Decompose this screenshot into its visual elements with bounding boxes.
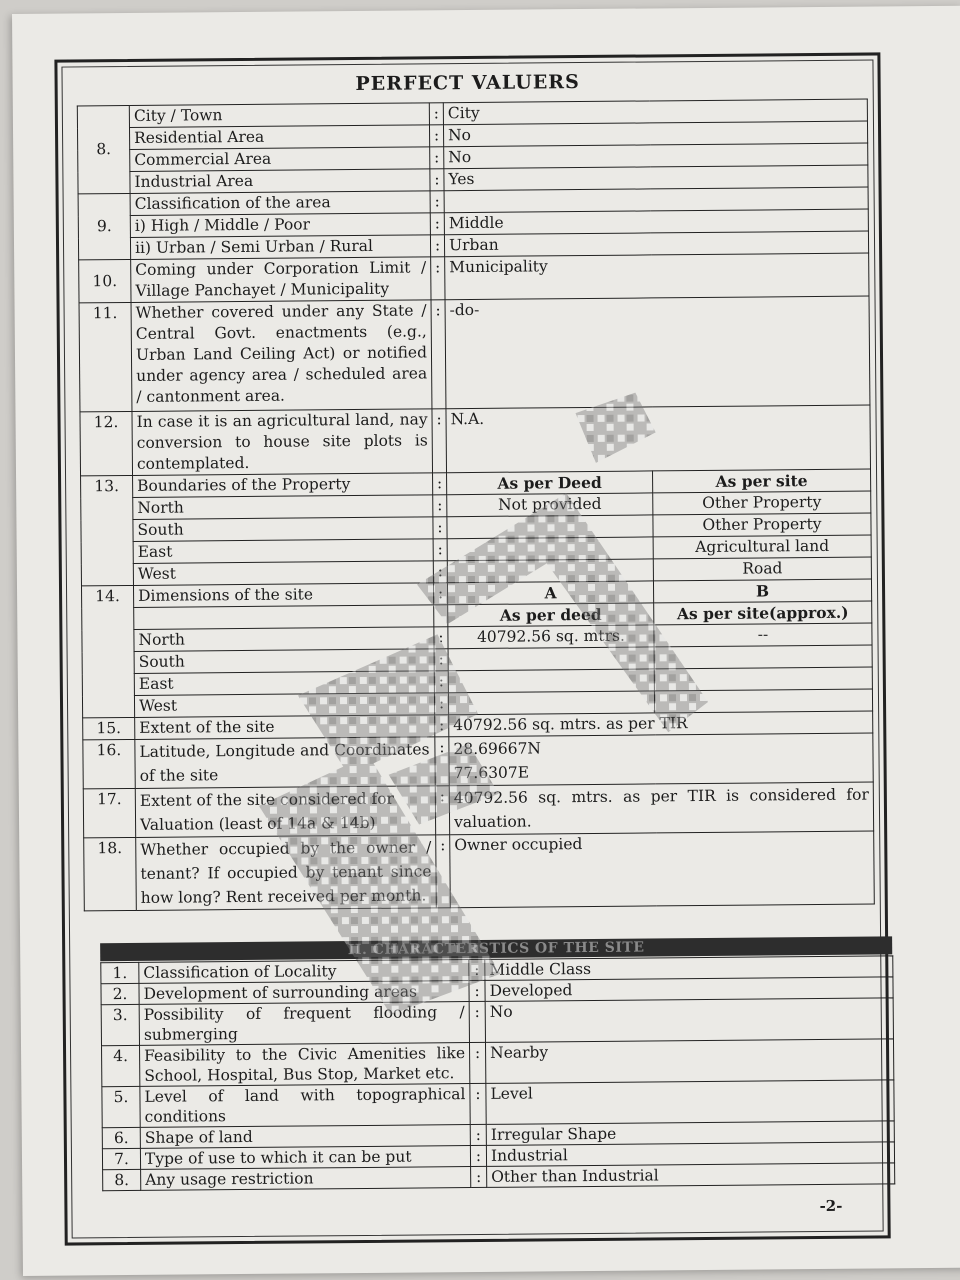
table-row: 2. Development of surrounding areas : Developed — [101, 977, 893, 1005]
field-label: Dimensions of the site — [133, 583, 433, 608]
field-label: Extent of the site — [135, 715, 435, 740]
field-label: i) High / Middle / Poor — [130, 213, 430, 238]
item-number: 8. — [103, 1169, 141, 1190]
field-label: North — [133, 495, 433, 520]
field-label: Whether covered under any State / Central Govt. enactments (e.g., Urban Land Ceiling Act) or notified under agency area / scheduled area / cantonment area. — [131, 300, 432, 412]
field-value: 40792.56 sq. mtrs. — [448, 625, 654, 649]
field-value: 40792.56 sq. mtrs. as per TIR is considered for valuation. — [449, 782, 873, 835]
item-number: 16. — [83, 739, 135, 788]
item-number: 4. — [102, 1045, 140, 1086]
column-header-deed: As per Deed — [447, 471, 653, 495]
table-row: i) High / Middle / Poor : Middle — [78, 209, 868, 238]
item-number: 1. — [101, 962, 139, 983]
table-row: 15. Extent of the site : 40792.56 sq. mtrs. as per TIR — [83, 711, 873, 740]
page-number: -2- — [819, 1196, 843, 1215]
field-value: Urban — [444, 231, 868, 257]
field-value: Irregular Shape — [486, 1121, 894, 1146]
item-number: 15. — [83, 717, 135, 739]
field-value: Industrial — [486, 1142, 894, 1167]
field-value: Developed — [485, 977, 893, 1002]
field-label: East — [133, 539, 433, 564]
item-number: 3. — [101, 1004, 139, 1045]
field-value — [654, 689, 872, 713]
table-row: 8. Any usage restriction : Other than Industrial — [103, 1163, 895, 1191]
latitude-value: 28.69667N — [453, 739, 542, 759]
field-value: Other Property — [653, 491, 871, 515]
field-label: Classification of the area — [130, 191, 430, 216]
field-value: Yes — [444, 165, 868, 191]
page-border — [54, 52, 890, 1245]
field-value: Other Property — [653, 513, 871, 537]
field-value: No — [444, 143, 868, 169]
page-title: PERFECT VALUERS — [355, 71, 580, 96]
table-row: South : — [82, 645, 872, 674]
item-number: 11. — [79, 302, 132, 411]
item-number: 8. — [77, 105, 130, 193]
field-value: No — [485, 998, 893, 1043]
field-label: Commercial Area — [130, 147, 430, 172]
item-number: 9. — [78, 193, 131, 259]
field-value — [447, 537, 653, 561]
table-row: West : — [82, 689, 872, 718]
field-label: South — [133, 517, 433, 542]
field-label: Feasibility to the Civic Amenities like School, Hospital, Bus Stop, Market etc. — [140, 1043, 470, 1087]
field-label: City / Town — [129, 103, 429, 128]
table-row: 12. In case it is an agricultural land, nay conversion to house site plots is contemplated. : N.A. — [80, 405, 871, 476]
item-number: 5. — [102, 1086, 140, 1127]
table-row: 9. Classification of the area : — [78, 187, 868, 216]
table-row: Industrial Area : Yes — [78, 165, 868, 194]
field-value — [448, 669, 654, 693]
table-row: 17. Extent of the site considered for Valuation (least of 14a & 14b) : 40792.56 sq. mtrs. as per TIR is considered for valuation. — [83, 782, 873, 838]
field-label: Level of land with topographical conditions — [140, 1084, 470, 1128]
column-header-b: B — [653, 579, 871, 603]
item-number: 10. — [79, 259, 131, 302]
field-label: South — [134, 649, 434, 674]
item-number: 6. — [102, 1127, 140, 1148]
field-value — [447, 559, 653, 583]
field-value: Level — [486, 1080, 894, 1125]
table-row: 6. Shape of land : Irregular Shape — [102, 1121, 894, 1149]
field-label: Type of use to which it can be put — [140, 1146, 470, 1170]
field-label: Industrial Area — [130, 169, 430, 194]
field-value: Municipality — [445, 253, 869, 300]
field-label: Development of surrounding areas — [139, 981, 469, 1005]
field-value: Other than Industrial — [487, 1163, 895, 1188]
table-row: South : Other Property — [81, 513, 871, 542]
field-label: Extent of the site considered for Valuation (least of 14a & 14b) — [135, 786, 435, 838]
item-number: 17. — [83, 788, 135, 837]
field-label: Classification of Locality — [139, 960, 469, 984]
field-value — [448, 691, 654, 715]
table-row: 18. Whether occupied by the owner / tenant? If occupied by tenant since how long? Rent received per month. : Owner occupied — [84, 831, 875, 911]
field-label: ii) Urban / Semi Urban / Rural — [130, 235, 430, 260]
field-label: Latitude, Longitude and Coordinates of the site — [135, 737, 435, 789]
column-header-a: A — [447, 581, 653, 605]
field-label: Any usage restriction — [141, 1167, 471, 1191]
table-row: 10. Coming under Corporation Limit / Village Panchayet / Municipality : Municipality — [79, 253, 869, 303]
field-label: Possibility of frequent flooding / submerging — [139, 1002, 469, 1046]
field-value — [654, 645, 872, 669]
table-row: North : Not provided Other Property — [81, 491, 871, 520]
characteristics-table — [100, 955, 895, 1191]
item-number: 12. — [80, 411, 133, 475]
field-label: Whether occupied by the owner / tenant? If occupied by tenant since how long? Rent received per month. — [136, 835, 437, 911]
field-label: Coming under Corporation Limit / Village Panchayet / Municipality — [131, 257, 431, 303]
field-label: West — [134, 693, 434, 718]
table-row: Residential Area : No — [77, 121, 867, 150]
field-value: No — [443, 121, 867, 147]
column-subheader-b: As per site(approx.) — [654, 601, 872, 625]
field-value: N.A. — [446, 405, 871, 473]
field-value: -do- — [445, 296, 870, 409]
item-number: 13. — [81, 475, 134, 585]
longitude-value: 77.6307E — [453, 763, 530, 783]
field-label: North — [134, 627, 434, 652]
column-subheader-a: As per deed — [448, 603, 654, 627]
item-number: 14. — [81, 585, 134, 717]
details-table — [77, 99, 875, 912]
field-value — [447, 515, 653, 539]
table-row: 8. City / Town : City — [77, 99, 867, 128]
field-value: -- — [654, 623, 872, 647]
field-label: East — [134, 671, 434, 696]
field-value — [448, 647, 654, 671]
table-row: East : — [82, 667, 872, 696]
field-label: Boundaries of the Property — [133, 473, 433, 498]
table-row: North : 40792.56 sq. mtrs. -- — [82, 623, 872, 652]
table-row: Commercial Area : No — [78, 143, 868, 172]
table-row: 13. Boundaries of the Property : As per Deed As per site — [81, 469, 871, 498]
section-heading: II. CHARACTERSTICS OF THE SITE — [100, 936, 892, 961]
field-value: Owner occupied — [450, 831, 875, 908]
column-header-site: As per site — [653, 469, 871, 493]
table-row: 7. Type of use to which it can be put : Industrial — [102, 1142, 894, 1170]
table-row: East : Agricultural land — [81, 535, 871, 564]
field-value: Middle — [444, 209, 868, 235]
field-value: Road — [653, 557, 871, 581]
table-row: 4. Feasibility to the Civic Amenities like School, Hospital, Bus Stop, Market etc. : Nearby — [102, 1039, 894, 1087]
table-row: ii) Urban / Semi Urban / Rural : Urban — [78, 231, 868, 260]
item-number: 7. — [102, 1148, 140, 1169]
field-label: West — [133, 561, 433, 586]
field-value: Agricultural land — [653, 535, 871, 559]
field-label: In case it is an agricultural land, nay conversion to house site plots is contemplated. — [132, 409, 433, 476]
field-value: Not provided — [447, 493, 653, 517]
field-value: City — [443, 99, 867, 125]
field-value: 40792.56 sq. mtrs. as per TIR — [449, 711, 873, 737]
table-row: 16. Latitude, Longitude and Coordinates of the site : 28.69667N 77.6307E — [83, 733, 873, 789]
field-value — [654, 667, 872, 691]
field-label: Residential Area — [129, 125, 429, 150]
table-row: 3. Possibility of frequent flooding / submerging : No — [101, 998, 893, 1046]
document-page — [12, 6, 960, 1276]
table-row: 11. Whether covered under any State / Central Govt. enactments (e.g., Urban Land Ceiling Act) or notified under agency area / scheduled area / cantonment area. : -do- — [79, 296, 870, 412]
field-value: Middle Class — [485, 956, 893, 981]
table-row: West : Road — [81, 557, 871, 586]
item-number: 18. — [84, 837, 137, 910]
table-row: 1. Classification of Locality : Middle Class — [101, 956, 893, 984]
table-row: 5. Level of land with topographical conditions : Level — [102, 1080, 894, 1128]
field-label: Shape of land — [140, 1125, 470, 1149]
field-value: Nearby — [485, 1039, 893, 1084]
page-inner-border — [61, 59, 883, 1238]
table-row: 14. Dimensions of the site : A B — [81, 579, 871, 608]
item-number: 2. — [101, 983, 139, 1004]
